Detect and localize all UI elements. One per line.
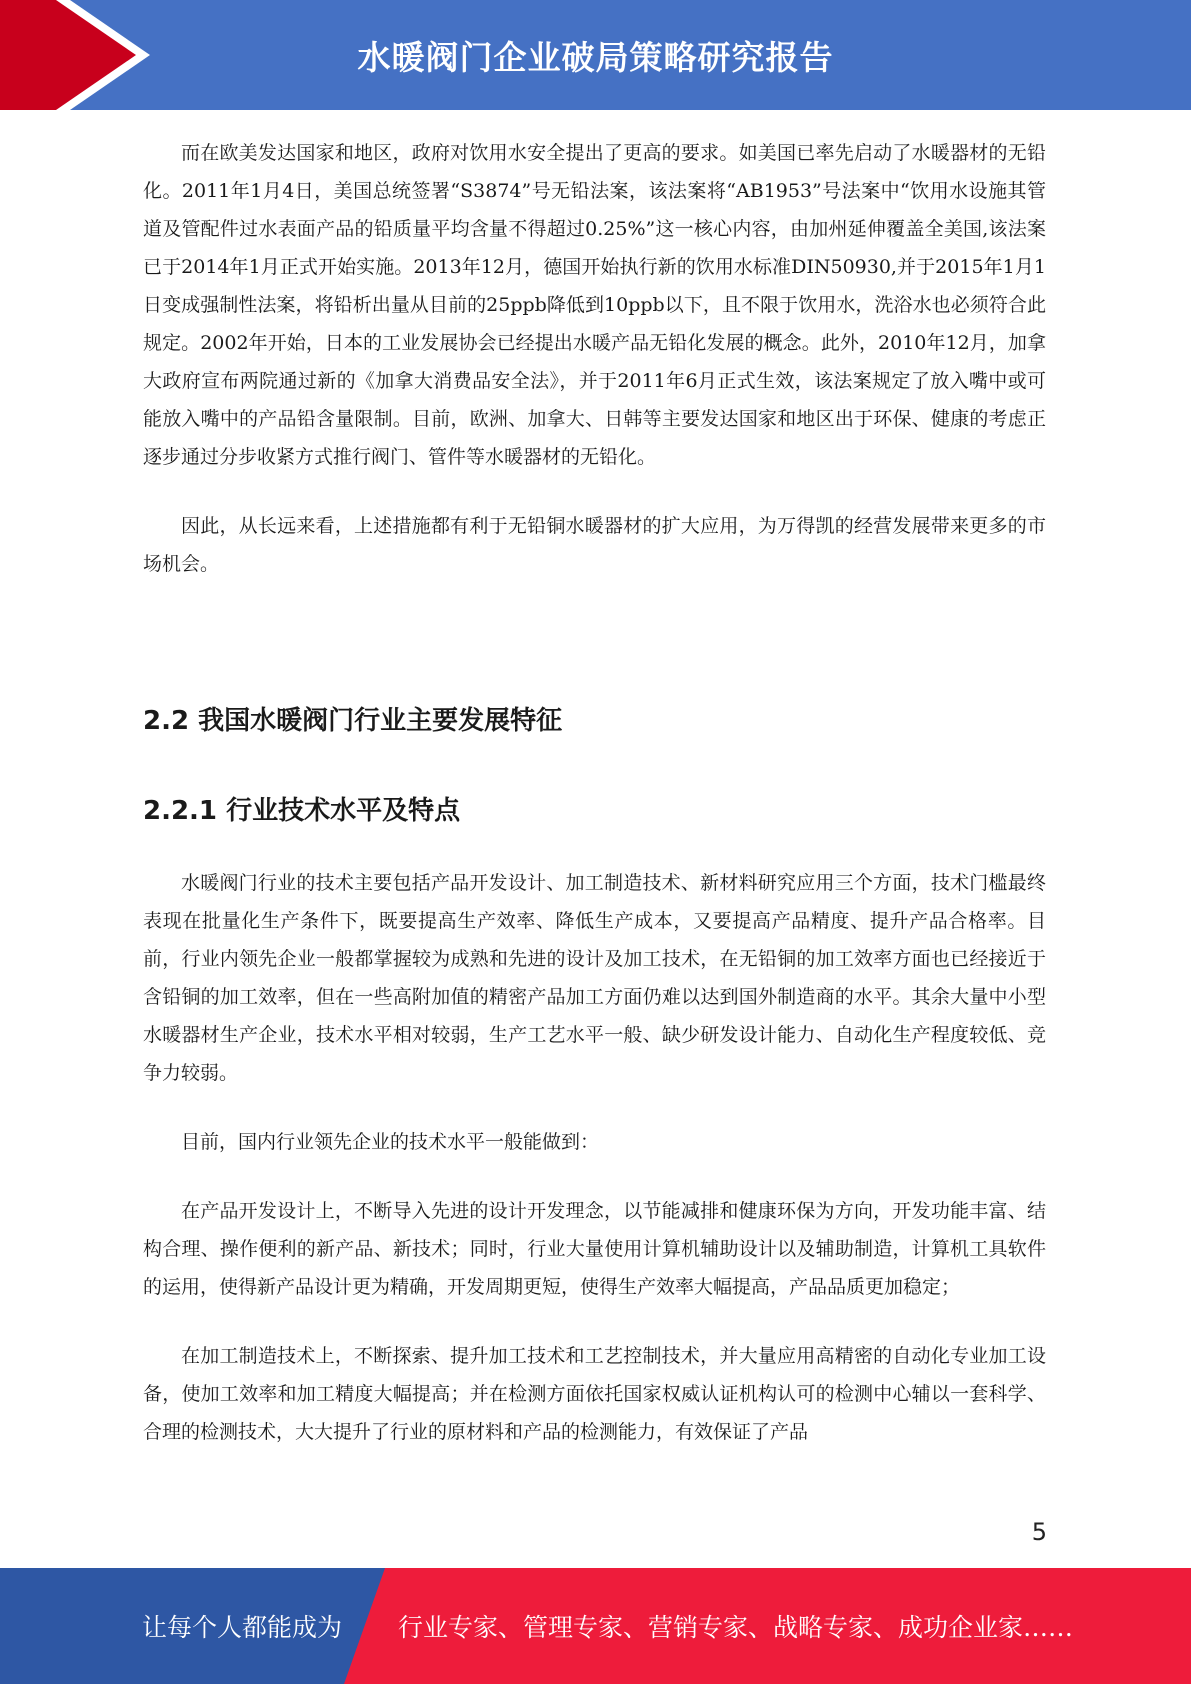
paragraph: 在产品开发设计上，不断导入先进的设计开发理念，以节能减排和健康环保为方向，开发功能丰富、结构合理、操作便利的新产品、新技术；同时，行业大量使用计算机辅助设计以及辅助制造，计算机工具软件的运用，使得新产品设计更为精确，开发周期更短，使得生产效率大幅提高，产品品质更加稳定； [143, 1200, 1046, 1298]
subsection-heading: 2.2.1 行业技术水平及特点 [143, 796, 461, 826]
footer-banner [0, 1568, 1191, 1684]
header-banner [0, 0, 1191, 110]
footer-slogan-left: 让每个人都能成为 [142, 1613, 343, 1642]
page-number: 5 [1031, 1518, 1047, 1546]
page-body [143, 134, 1046, 614]
section-heading: 2.2 我国水暖阀门行业主要发展特征 [143, 706, 563, 736]
paragraph: 而在欧美发达国家和地区，政府对饮用水安全提出了更高的要求。如美国已率先启动了水暖器材的无铅化。2011年1月4日，美国总统签署“S3874”号无铅法案，该法案将“AB1953”号法案中“饮用水设施其管道及管配件过水表面产品的铅质量平均含量不得超过0.25%”这一核心内容，由加州延伸覆盖全美国,该法案已于2014年1月正式开始实施。2013年12月，德国开始执行新的饮用水标准DIN50930,并于2015年1月1日变成强制性法案，将铅析出量从目前的25ppb降低到10ppb以下，且不限于饮用水，洗浴水也必须符合此规定。2002年开始，日本的工业发展协会已经提出水暖产品无铅化发展的概念。此外，2010年12月，加拿大政府宣布两院通过新的《加拿大消费品安全法》，并于2011年6月正式生效，该法案规定了放入嘴中或可能放入嘴中的产品铅含量限制。目前，欧洲、加拿大、日韩等主要发达国家和地区出于环保、健康的考虑正逐步通过分步收紧方式推行阀门、管件等水暖器材的无铅化。 [143, 142, 1046, 468]
page-body-continued [143, 864, 1046, 1482]
paragraph: 目前，国内行业领先企业的技术水平一般能做到： [181, 1131, 600, 1153]
paragraph: 在加工制造技术上，不断探索、提升加工技术和工艺控制技术，并大量应用高精密的自动化专业加工设备，使加工效率和加工精度大幅提高；并在检测方面依托国家权威认证机构认可的检测中心辅以一套科学、合理的检测技术，大大提升了行业的原材料和产品的检测能力，有效保证了产品 [143, 1345, 1046, 1443]
paragraph: 因此，从长远来看，上述措施都有利于无铅铜水暖器材的扩大应用，为万得凯的经营发展带来更多的市场机会。 [143, 515, 1046, 575]
footer-slogan-right: 行业专家、管理专家、营销专家、战略专家、成功企业家…… [398, 1613, 1074, 1642]
paragraph: 水暖阀门行业的技术主要包括产品开发设计、加工制造技术、新材料研究应用三个方面，技术门槛最终表现在批量化生产条件下，既要提高生产效率、降低生产成本，又要提高产品精度、提升产品合格率。目前，行业内领先企业一般都掌握较为成熟和先进的设计及加工技术，在无铅铜的加工效率方面也已经接近于含铅铜的加工效率，但在一些高附加值的精密产品加工方面仍难以达到国外制造商的水平。其余大量中小型水暖器材生产企业，技术水平相对较弱，生产工艺水平一般、缺少研发设计能力、自动化生产程度较低、竞争力较弱。 [143, 872, 1046, 1084]
report-title: 水暖阀门企业破局策略研究报告 [357, 37, 834, 77]
header-arrow-decoration [0, 0, 160, 110]
